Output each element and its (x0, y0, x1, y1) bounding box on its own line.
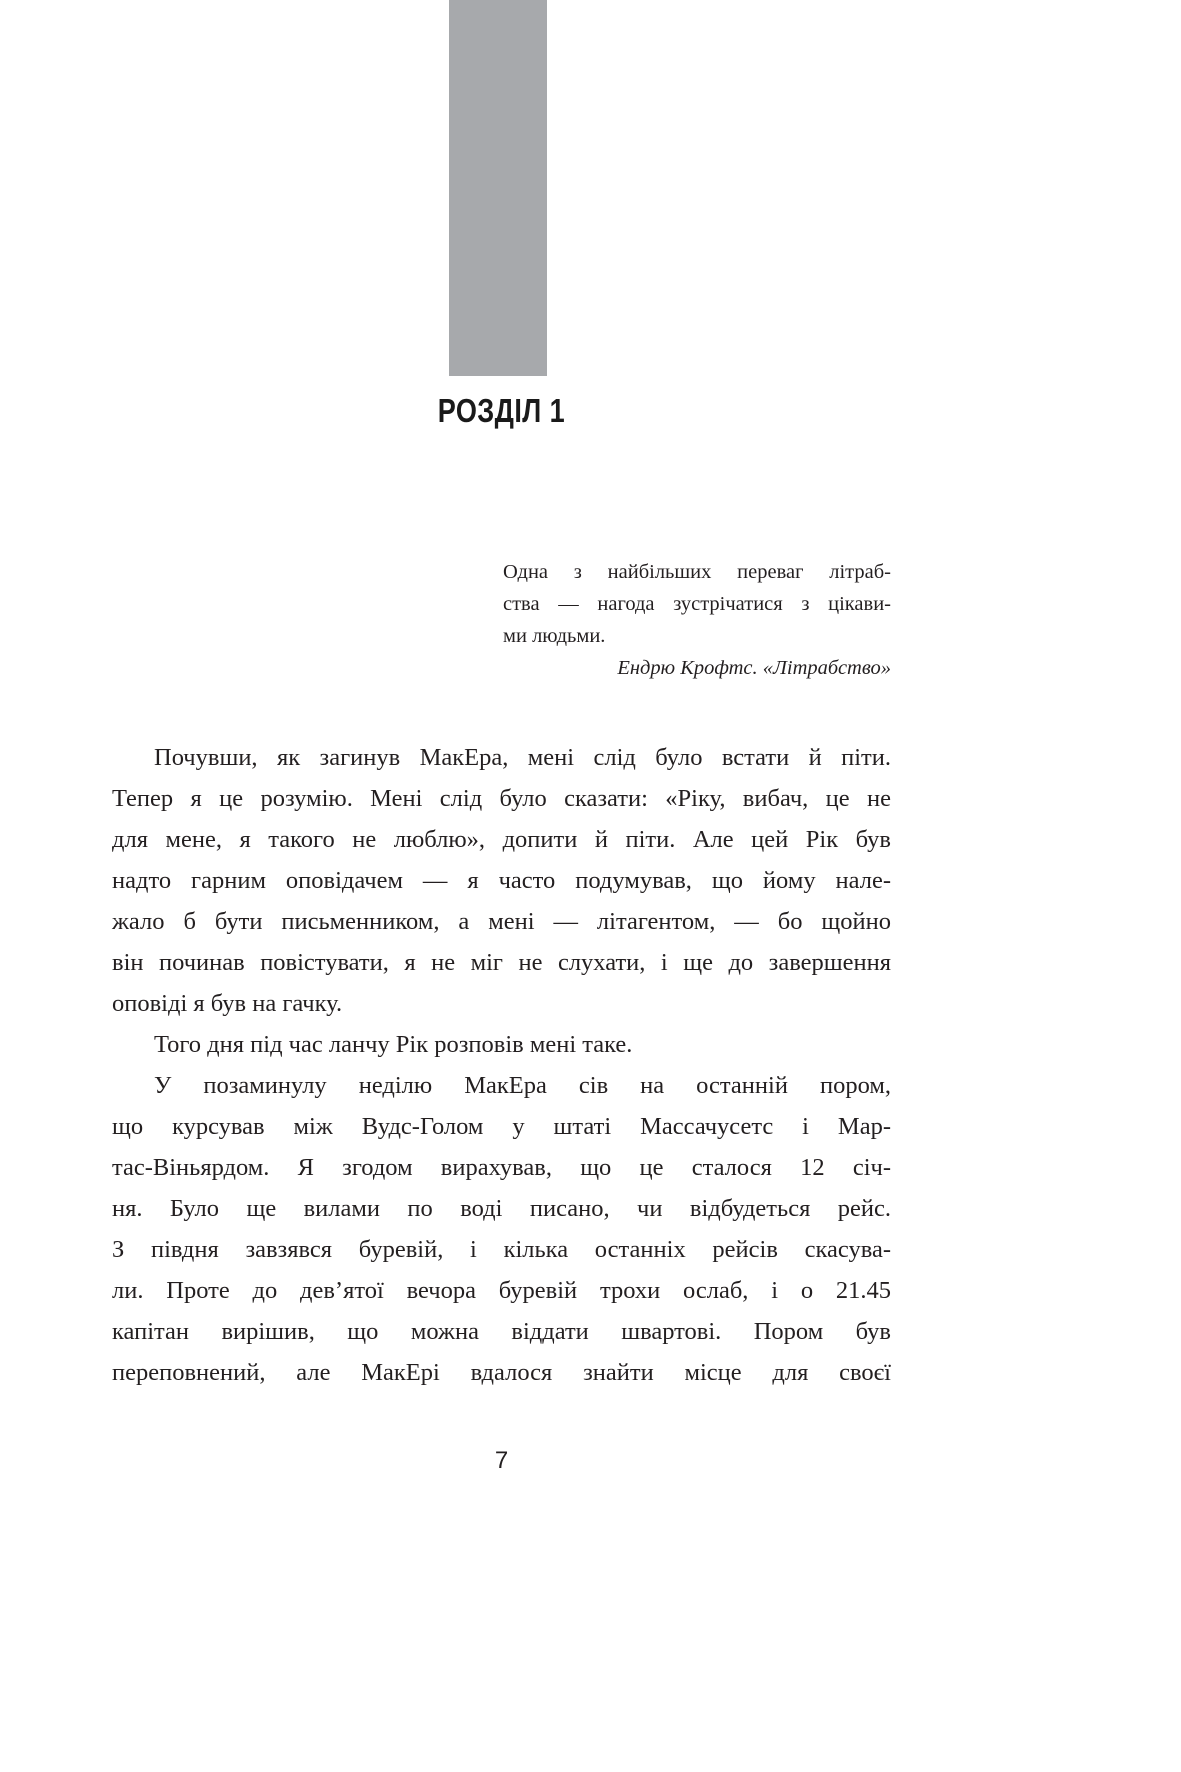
text-line: оповіді я був на гачку. (112, 990, 343, 1017)
epigraph-attribution: Ендрю Крофтс. «Літрабство» (617, 657, 891, 679)
text-line: Почувши, як загинув МакЕра, мені слід було встати й піти. (154, 744, 891, 771)
text-line: ли. Проте до дев’ятої вечора буревій трохи ослаб, і о 21.45 (112, 1277, 891, 1304)
chapter-title: РОЗДІЛ 1 (437, 392, 566, 429)
text-line: надто гарним оповідачем — я часто подумував, що йому нале- (112, 867, 891, 894)
text-line: що курсував між Вудс-Голом у штаті Массачусетс і Мар- (112, 1113, 891, 1140)
body-text (112, 737, 891, 1393)
text-line: капітан вирішив, що можна віддати швартові. Пором був (112, 1318, 891, 1345)
epigraph (503, 556, 891, 684)
text-line: він починав повістувати, я не міг не слухати, і ще до завершення (112, 949, 891, 976)
page-number: 7 (494, 1447, 509, 1474)
text-line: жало б бути письменником, а мені — літагентом, — бо щойно (112, 908, 891, 935)
text-line: ня. Було ще вилами по воді писано, чи відбудеться рейс. (112, 1195, 891, 1222)
epigraph-line: ми людьми. (503, 625, 606, 647)
text-line: З півдня завзявся буревій, і кілька останніх рейсів скасува- (112, 1236, 891, 1263)
epigraph-line: Одна з найбільших переваг літраб- (503, 561, 891, 583)
text-line: тас-Віньярдом. Я згодом вирахував, що це сталося 12 січ- (112, 1154, 891, 1181)
epigraph-line: ства — нагода зустрічатися з цікави- (503, 593, 891, 615)
text-line: Тепер я це розумію. Мені слід було сказати: «Ріку, вибач, це не (112, 785, 891, 812)
text-line: переповнений, але МакЕрі вдалося знайти місце для своєї (112, 1359, 891, 1386)
text-line: Того дня під час ланчу Рік розповів мені таке. (154, 1031, 633, 1058)
text-line: для мене, я такого не люблю», допити й піти. Але цей Рік був (112, 826, 891, 853)
text-line: У позаминулу неділю МакЕра сів на останній пором, (154, 1072, 891, 1099)
chapter-decor-bar (449, 0, 547, 376)
